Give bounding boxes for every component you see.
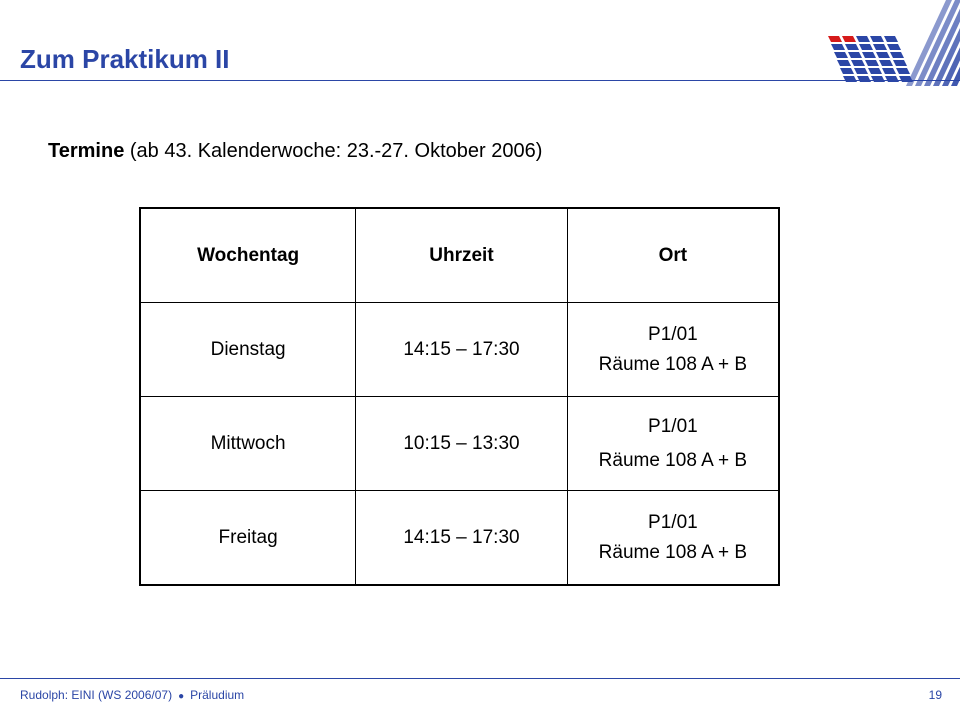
cell-ort [567,491,779,586]
table-header-row [140,208,779,303]
page-number: 19 [928,688,942,702]
table-row [140,491,779,586]
footer-section: Präludium [190,688,245,702]
subtitle-rest: (ab 43. Kalenderwoche: 23.-27. Oktober 2006) [124,140,543,162]
logo-cell [882,68,896,74]
logo-cell [876,52,890,58]
cell-day: Dienstag [140,303,356,397]
logo-cell [857,76,871,82]
logo-cell [848,52,862,58]
logo-cell [851,60,865,66]
schedule-table [139,207,780,586]
logo-cell [856,36,870,42]
header-ort: Ort [567,208,779,303]
logo-cell [845,44,859,50]
cell-time: 14:15 – 17:30 [356,303,568,397]
header-rule [0,80,960,81]
logo-cell [862,52,876,58]
logo-cell [840,68,854,74]
cell-time: 14:15 – 17:30 [356,491,568,586]
logo-cell [868,68,882,74]
logo-cell [890,52,904,58]
logo-cell [885,76,899,82]
subtitle-bold: Termine [48,140,125,162]
cell-ort [567,397,779,491]
header-wochentag: Wochentag [140,208,356,303]
cell-ort [567,303,779,397]
logo-cell [843,76,857,82]
logo-cell [879,60,893,66]
logo-cell [842,36,856,42]
table-row [140,397,779,491]
ort-rooms: Räume 108 A + B [598,541,748,563]
table-row [140,303,779,397]
university-grid-logo-icon [820,0,960,86]
logo-cell [831,44,845,50]
footer-rule [0,678,960,679]
footer-text [20,688,244,702]
logo-cell [870,36,884,42]
slide-title: Zum Praktikum II [20,44,230,74]
logo-cell [865,60,879,66]
ort-building: P1/01 [648,323,698,345]
logo-cell [873,44,887,50]
bullet-icon: ● [178,691,185,702]
ort-building: P1/01 [648,511,698,533]
cell-time: 10:15 – 13:30 [356,397,568,491]
slide-subtitle [48,140,542,163]
logo-cell [859,44,873,50]
logo-cell [884,36,898,42]
logo-cell [871,76,885,82]
header-uhrzeit: Uhrzeit [356,208,568,303]
logo-cell [828,36,842,42]
logo-cell [887,44,901,50]
cell-day: Mittwoch [140,397,356,491]
ort-rooms: Räume 108 A + B [598,353,748,375]
logo-cell [834,52,848,58]
logo-cell [837,60,851,66]
logo-cell [854,68,868,74]
ort-building: P1/01 [648,415,698,437]
cell-day: Freitag [140,491,356,586]
logo-cell [893,60,907,66]
logo-cell [896,68,910,74]
footer-course: Rudolph: EINI (WS 2006/07) [20,688,173,702]
ort-rooms: Räume 108 A + B [598,449,748,471]
